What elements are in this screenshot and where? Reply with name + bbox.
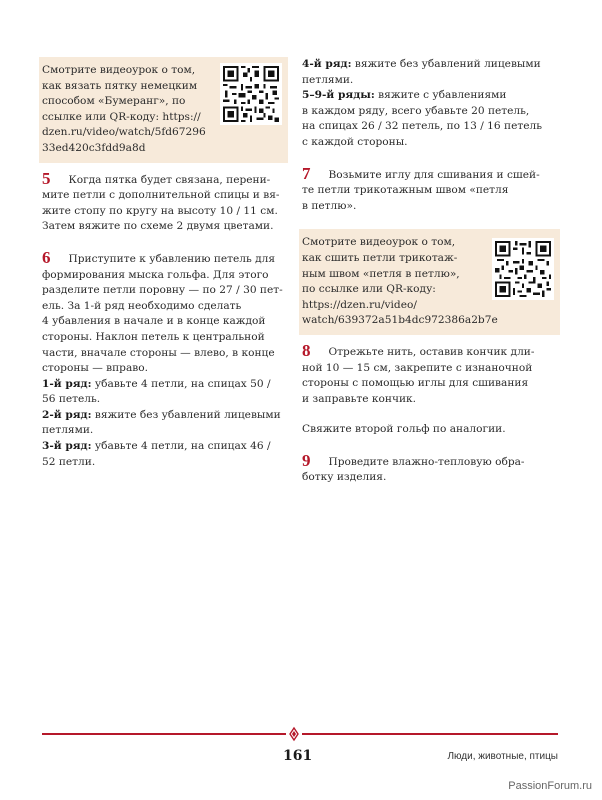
step-6 [42, 247, 288, 470]
rows-5-9 [302, 88, 560, 104]
text-line: ель. За 1-й ряд необходимо сделать [42, 299, 242, 312]
ornament-icon [286, 726, 302, 742]
qr-code-icon[interactable] [492, 238, 554, 300]
row-label: 5–9-й ряды: [302, 89, 375, 102]
step-number: 6 [42, 247, 51, 267]
row-text: вяжите с убавлениями [374, 89, 507, 102]
text-line: ботку изделия. [302, 471, 387, 484]
video-link[interactable]: dzen.ru/video/watch/5fd67296 [42, 126, 206, 139]
text-line: мите петли с дополнительной спицы и вя- [42, 189, 280, 202]
right-column [302, 57, 560, 486]
text-line: разделите петли поровну — по 27 / 30 пет- [42, 284, 283, 297]
text-line: с каждой стороны. [302, 135, 408, 148]
step-5 [42, 168, 288, 235]
text-line: стороны. Наклон петель к центральной [42, 330, 265, 343]
video-tip-text [302, 235, 498, 329]
watermark: PassionForum.ru [508, 780, 592, 792]
video-tip-text [42, 63, 210, 157]
text-line: способом «Бумеранг», по [42, 95, 186, 108]
text-line: Возьмите иглу для сшивания и сшей- [328, 168, 540, 181]
text-line: по ссылке или QR-коду: [302, 283, 436, 296]
text-line: ной 10 — 15 см, закрепите с изнаночной [302, 361, 533, 374]
text-line: Смотрите видеоурок о том, [42, 64, 196, 76]
text-line: петлями. [42, 424, 94, 437]
page-number: 161 [283, 748, 313, 764]
text-line: Затем вяжите по схеме 2 двумя цветами. [42, 220, 274, 233]
text-line: Приступите к убавлению петель для [68, 252, 276, 265]
row-2 [42, 408, 288, 424]
text-line: части, вначале стороны — влево, в конце [42, 346, 275, 359]
row-text: убавьте 4 петли, на спицах 46 / [91, 440, 271, 453]
text-line: стороны с помощью иглы для сшивания [302, 377, 529, 390]
row-label: 4-й ряд: [302, 58, 352, 70]
step-8 [302, 340, 560, 407]
qr-code-icon[interactable] [220, 63, 282, 125]
step-7 [302, 163, 560, 215]
row-1 [42, 377, 288, 393]
row-text: вяжите без убавлений лицевыми [351, 58, 541, 70]
text-line: как вязать пятку немецким [42, 79, 198, 92]
text-line: как сшить петли трикотаж- [302, 251, 458, 264]
note-second-sock: Свяжите второй гольф по аналогии. [302, 423, 506, 436]
text-line: Смотрите видеоурок о том, [302, 236, 456, 249]
video-tip-heel [39, 57, 288, 163]
row-3 [42, 439, 288, 455]
video-link-cont[interactable]: 33ed420c3fdd9a8d [42, 141, 146, 154]
row-label: 1-й ряд: [42, 377, 92, 390]
text-line: ссылке или QR-коду: https:// [42, 110, 201, 123]
step-9 [302, 450, 560, 486]
left-column [42, 57, 288, 470]
text-line: 56 петель. [42, 393, 101, 406]
text-line: жите стопу по кругу на высоту 10 / 11 см. [42, 204, 278, 217]
row-label: 2-й ряд: [42, 408, 92, 421]
text-line: на спицах 26 / 32 петель, по 13 / 16 петель [302, 120, 542, 133]
text-line: Проведите влажно-тепловую обра- [328, 455, 525, 468]
text-line: Когда пятка будет связана, перени- [68, 173, 271, 186]
step-number: 7 [302, 163, 311, 183]
video-tip-seam [299, 229, 560, 335]
text-line: стороны — вправо. [42, 362, 148, 375]
text-line: в каждом ряду, всего убавьте 20 петель, [302, 104, 530, 117]
row-text: вяжите без убавлений лицевыми [91, 408, 281, 421]
text-line: те петли трикотажным швом «петля [302, 184, 509, 197]
text-line: формирования мыска гольфа. Для этого [42, 268, 269, 281]
text-line: петлями. [302, 73, 354, 86]
step-number: 9 [302, 450, 311, 470]
video-link[interactable]: https://dzen.ru/video/ [302, 298, 417, 311]
text-line: и заправьте кончик. [302, 392, 417, 405]
video-link-cont[interactable]: watch/639372a51b4dc972386a2b7e [302, 314, 498, 327]
text-line: Отрежьте нить, оставив кончик дли- [328, 345, 535, 358]
step-number: 5 [42, 168, 51, 188]
text-line: ным швом «петля в петлю», [302, 267, 460, 280]
text-line: в петлю». [302, 199, 357, 212]
row-label: 3-й ряд: [42, 440, 92, 453]
row-4 [302, 57, 560, 73]
text-line: 4 убавления в начале и в конце каждой [42, 315, 266, 328]
section-title: Люди, животные, птицы [447, 751, 558, 762]
row-text: убавьте 4 петли, на спицах 50 / [91, 377, 271, 390]
rows-4-9 [302, 57, 560, 151]
text-line: 52 петли. [42, 455, 96, 468]
step-number: 8 [302, 340, 311, 360]
